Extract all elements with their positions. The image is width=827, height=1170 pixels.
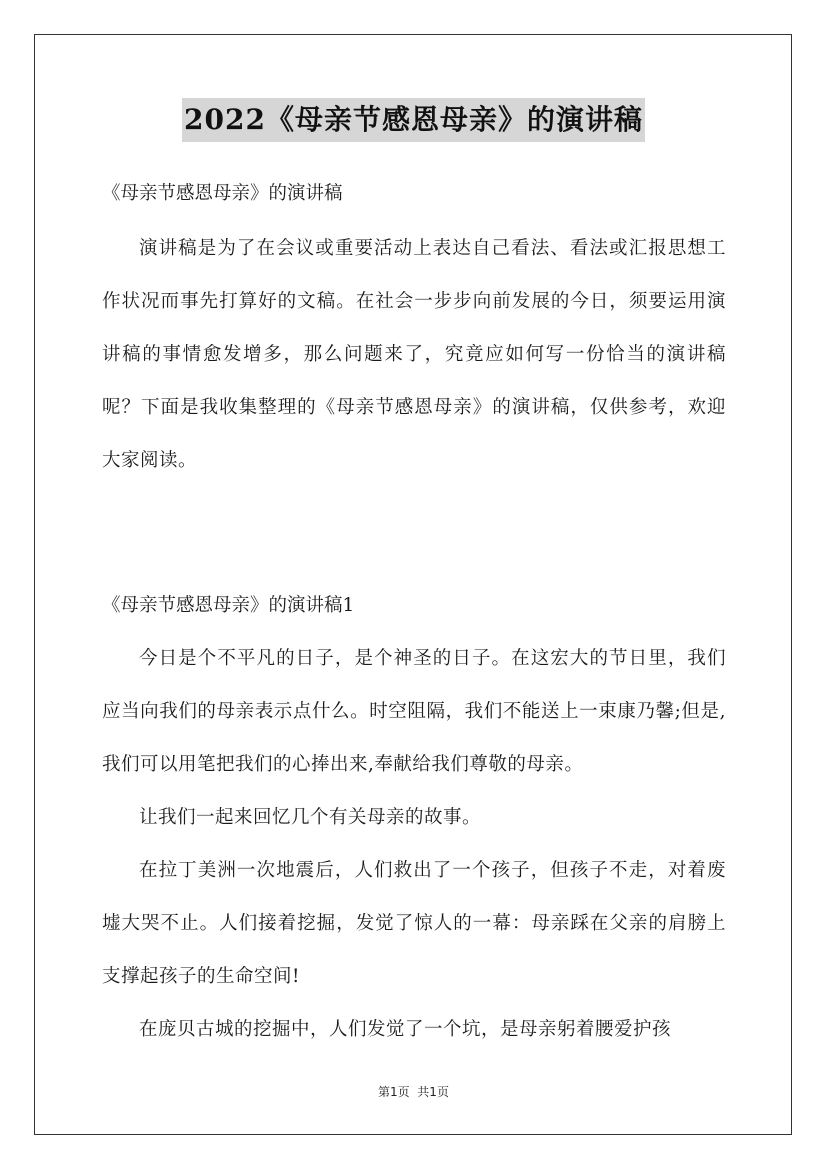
title-container [0, 98, 827, 142]
speech-paragraph-2: 让我们一起来回忆几个有关母亲的故事。 [139, 807, 482, 828]
section-heading-speech-1: 《母亲节感恩母亲》的演讲稿1 [102, 595, 355, 616]
page-number-footer: 第1页 共1页 [378, 1085, 449, 1099]
speech-paragraph-1: 今日是个不平凡的日子，是个神圣的日子。在这宏大的节日里，我们应当向我们的母亲表示点什么。时空阻隔，我们不能送上一束康乃馨;但是,我们可以用笔把我们的心捧出来,奉献给我们尊敬的母亲。 [102, 648, 726, 775]
section-heading-intro: 《母亲节感恩母亲》的演讲稿 [102, 183, 343, 204]
speech-paragraph-3: 在拉丁美洲一次地震后，人们救出了一个孩子，但孩子不走，对着废墟大哭不止。人们接着挖掘，发觉了惊人的一幕：母亲踩在父亲的肩膀上支撑起孩子的生命空间! [102, 860, 726, 987]
intro-paragraph: 演讲稿是为了在会议或重要活动上表达自己看法、看法或汇报思想工作状况而事先打算好的文稿。在社会一步步向前发展的今日，须要运用演讲稿的事情愈发增多，那么问题来了，究竟应如何写一份恰当的演讲稿呢？下面是我收集整理的《母亲节感恩母亲》的演讲稿，仅供参考，欢迎大家阅读。 [102, 238, 726, 471]
document-body [102, 168, 726, 1056]
document-title: 2022《母亲节感恩母亲》的演讲稿 [182, 98, 645, 142]
speech-paragraph-4: 在庞贝古城的挖掘中，人们发觉了一个坑，是母亲躬着腰爱护孩 [139, 1019, 672, 1040]
section-spacer [102, 487, 726, 580]
